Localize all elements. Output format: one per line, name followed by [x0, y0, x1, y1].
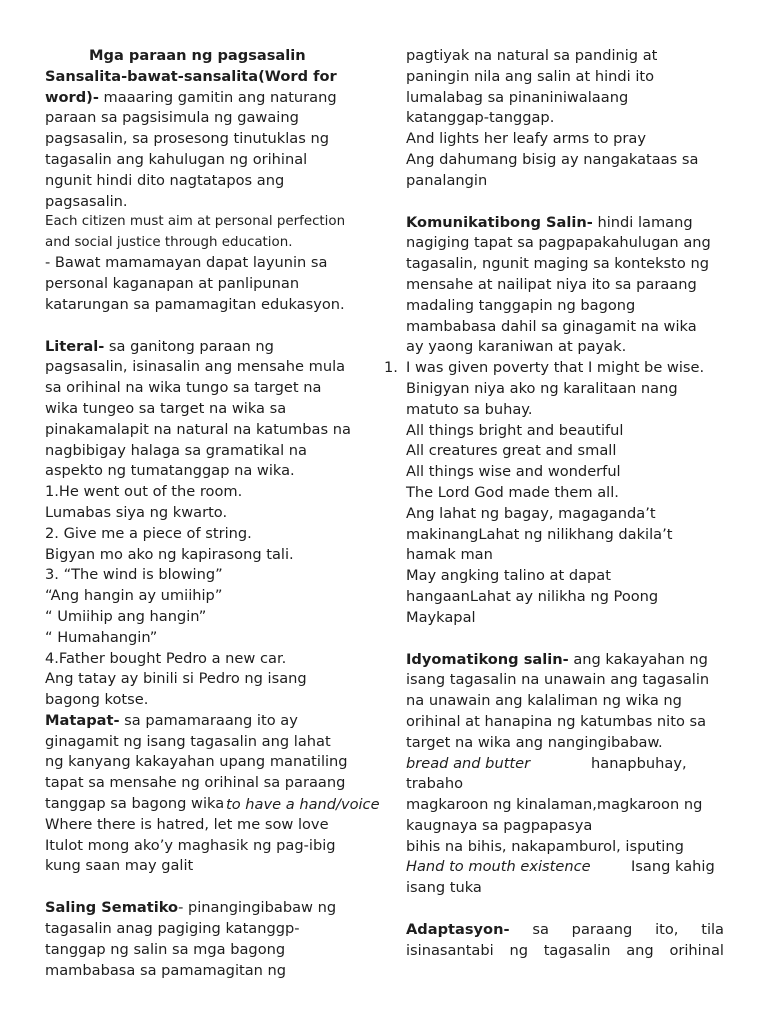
komunikatibo-example: All things wise and wonderful	[406, 463, 621, 481]
word-for-word-text: pagsasalin, sa prosesong tinutuklas ng	[45, 130, 329, 148]
matapat-example: Where there is hatred, let me sow love	[45, 815, 329, 833]
word-for-word-text: pagsasalin.	[45, 192, 128, 210]
komunikatibo-text: ay yaong karaniwan at payak.	[406, 338, 627, 356]
literal-text: pinakamalapit na natural na katumbas na	[45, 420, 351, 438]
sematiko-example: And lights her leafy arms to pray	[406, 130, 646, 148]
spacer	[406, 899, 724, 920]
idyomatiko-text: ang kakayahan ng	[568, 650, 708, 668]
literal-heading: Literal-	[45, 337, 105, 355]
literal-example: “ Umiihip ang hangin”	[45, 607, 207, 625]
matapat-text: tapat sa mensahe ng orihinal sa paraang	[45, 774, 346, 792]
literal-text: pagsasalin, isinasalin ang mensahe mula	[45, 358, 346, 376]
idyomatiko-heading: Idyomatikong salin-	[406, 650, 569, 668]
literal-example: “ Humahangin”	[45, 628, 158, 646]
spacer	[45, 877, 375, 898]
example-tagalog: katarungan sa pamamagitan edukasyon.	[45, 295, 345, 313]
idiom-tagalog: Isang kahig	[631, 858, 715, 876]
idyomatiko-text: isang tagasalin na unawain ang tagasalin	[406, 671, 710, 689]
literal-text: wika tungeo sa target na wika sa	[45, 399, 287, 417]
word-for-word-heading-cont: word)-	[45, 88, 99, 106]
adaptasyon-heading: Adaptasyon-	[406, 921, 510, 939]
literal-example: 1.He went out of the room.	[45, 483, 243, 501]
matapat-text: ng kanyang kakayahan upang manatiling	[45, 753, 348, 771]
komunikatibo-example: I was given poverty that I might be wise.	[406, 359, 705, 377]
sematiko-text: tagasalin anag pagiging katanggp-	[45, 920, 300, 938]
sematiko-text: katanggap-tanggap.	[406, 109, 555, 127]
komunikatibo-example: All creatures great and small	[406, 442, 617, 460]
komunikatibo-text: tagasalin, ngunit maging sa konteksto ng	[406, 255, 709, 273]
komunikatibo-example: Ang lahat ng bagay, magaganda’t	[406, 504, 656, 522]
literal-example: 3. “The wind is blowing”	[45, 566, 223, 584]
example-tagalog: - Bawat mamamayan dapat layunin sa	[45, 254, 328, 272]
komunikatibo-example: May angking talino at dapat	[406, 567, 611, 585]
right-column	[384, 46, 724, 962]
spacer	[406, 192, 724, 213]
idyomatiko-text: orihinal at hanapina ng katumbas nito sa	[406, 712, 707, 730]
word-for-word-heading: Sansalita-bawat-sansalita(Word for	[45, 67, 337, 85]
komunikatibo-text: hindi lamang	[592, 213, 693, 231]
sematiko-text: paningin nila ang salin at hindi ito	[406, 67, 655, 85]
idyomatiko-line	[406, 650, 724, 671]
komunikatibo-text: mensahe at nailipat niya ito sa paraang	[406, 275, 697, 293]
idiom-tagalog: isang tuka	[406, 879, 482, 897]
komunikatibo-text: mambabasa dahil sa ginagamit na wika	[406, 317, 697, 335]
spacer	[45, 316, 375, 337]
example-tagalog: personal kaganapan at panlipunan	[45, 274, 300, 292]
literal-text: sa orihinal na wika tungo sa target na	[45, 379, 322, 397]
komunikatibo-text: nagiging tapat sa pagpapakahulugan ang	[406, 234, 711, 252]
idiom-english: Hand to mouth existence	[406, 858, 591, 876]
komunikatibo-example: matuto sa buhay.	[406, 400, 533, 418]
word-for-word-line	[45, 88, 375, 109]
idiom-pair-line	[406, 857, 724, 878]
literal-example: Ang tatay ay binili si Pedro ng isang	[45, 670, 307, 688]
adaptasyon-text: sa paraang ito, tila	[509, 921, 724, 939]
literal-text: nagbibigay halaga sa gramatikal na	[45, 441, 307, 459]
sematiko-text: pagtiyak na natural sa pandinig at	[406, 47, 658, 64]
matapat-heading: Matapat-	[45, 711, 120, 729]
komunikatibo-example: All things bright and beautiful	[406, 421, 624, 439]
idiom-tagalog: hanapbuhay,	[591, 754, 687, 772]
word-for-word-text: paraan sa pagsisimula ng gawaing	[45, 109, 299, 127]
literal-example: Bigyan mo ako ng kapirasong tali.	[45, 545, 294, 563]
idiom-english: bread and butter	[406, 754, 531, 772]
spacer	[406, 629, 724, 650]
idiom-overflow-text: to have a hand/voice	[226, 796, 380, 814]
sematiko-line	[45, 898, 375, 919]
literal-text: aspekto ng tumatanggap na wika.	[45, 462, 295, 480]
adaptasyon-text: isinasantabi ng tagasalin ang orihinal	[406, 941, 724, 959]
matapat-text: ginagamit ng isang tagasalin ang lahat	[45, 732, 331, 750]
word-for-word-heading-line	[45, 67, 375, 88]
literal-example: 2. Give me a piece of string.	[45, 524, 252, 542]
sematiko-heading: Saling Sematiko	[45, 899, 179, 917]
matapat-text: tanggap sa bagong wika	[45, 795, 225, 813]
document-title: Mga paraan ng pagsasalin	[89, 47, 306, 64]
word-for-word-text: tagasalin ang kahulugan ng orihinal	[45, 150, 308, 168]
literal-example: Lumabas siya ng kwarto.	[45, 503, 228, 521]
idyomatiko-text: na unawain ang kalaliman ng wika ng	[406, 692, 682, 710]
word-for-word-text: ngunit hindi dito nagtatapos ang	[45, 171, 285, 189]
adaptasyon-line	[406, 920, 724, 941]
literal-example: 4.Father bought Pedro a new car.	[45, 649, 287, 667]
matapat-example: kung saan may galit	[45, 857, 194, 875]
idiom-pair-line	[406, 754, 724, 775]
word-for-word-text: maaaring gamitin ang naturang	[98, 88, 337, 106]
komunikatibo-heading: Komunikatibong Salin-	[406, 213, 593, 231]
komunikatibo-example: makinangLahat ng nilikhang dakila’t	[406, 525, 673, 543]
komunikatibo-example: Binigyan niya ako ng karalitaan nang	[406, 379, 678, 397]
sematiko-example: panalangin	[406, 171, 488, 189]
komunikatibo-example: hamak man	[406, 546, 493, 564]
komunikatibo-example: The Lord God made them all.	[406, 483, 619, 501]
sematiko-example: Ang dahumang bisig ay nangakataas sa	[406, 150, 699, 168]
komunikatibo-line	[406, 213, 724, 234]
sematiko-text: lumalabag sa pinaniniwalaang	[406, 88, 629, 106]
komunikatibo-text: madaling tanggapin ng bagong	[406, 296, 636, 314]
literal-text: sa ganitong paraan ng	[104, 337, 274, 355]
idyomatiko-text: target na wika ang nangingibabaw.	[406, 733, 663, 751]
sematiko-text: - pinangingibabaw ng	[178, 899, 337, 917]
komunikatibo-numbered-item	[384, 358, 724, 379]
komunikatibo-example: Maykapal	[406, 608, 476, 626]
example-english: and social justice through education.	[45, 234, 293, 250]
sematiko-text: mambabasa sa pamamagitan ng	[45, 961, 287, 979]
idiom-tagalog: magkaroon ng kinalaman,magkaroon ng	[406, 796, 703, 814]
idiom-tagalog: kaugnaya sa pagpapasya	[406, 816, 593, 834]
komunikatibo-example: hangaanLahat ay nilikha ng Poong	[406, 587, 659, 605]
idiom-tagalog: bihis na bihis, nakapamburol, isputing	[406, 837, 684, 855]
literal-example: bagong kotse.	[45, 691, 149, 709]
literal-example: “Ang hangin ay umiihip”	[45, 587, 223, 605]
matapat-line	[45, 711, 375, 732]
idiom-tagalog: trabaho	[406, 775, 464, 793]
matapat-overlap-line	[45, 794, 380, 815]
matapat-example: Itulot mong ako’y maghasik ng pag-ibig	[45, 836, 336, 854]
literal-line	[45, 337, 375, 358]
matapat-text: sa pamamaraang ito ay	[119, 711, 298, 729]
sematiko-text: tanggap ng salin sa mga bagong	[45, 940, 286, 958]
list-number: 1.	[384, 359, 398, 377]
example-english: Each citizen must aim at personal perfection	[45, 214, 346, 230]
left-column	[45, 46, 380, 981]
